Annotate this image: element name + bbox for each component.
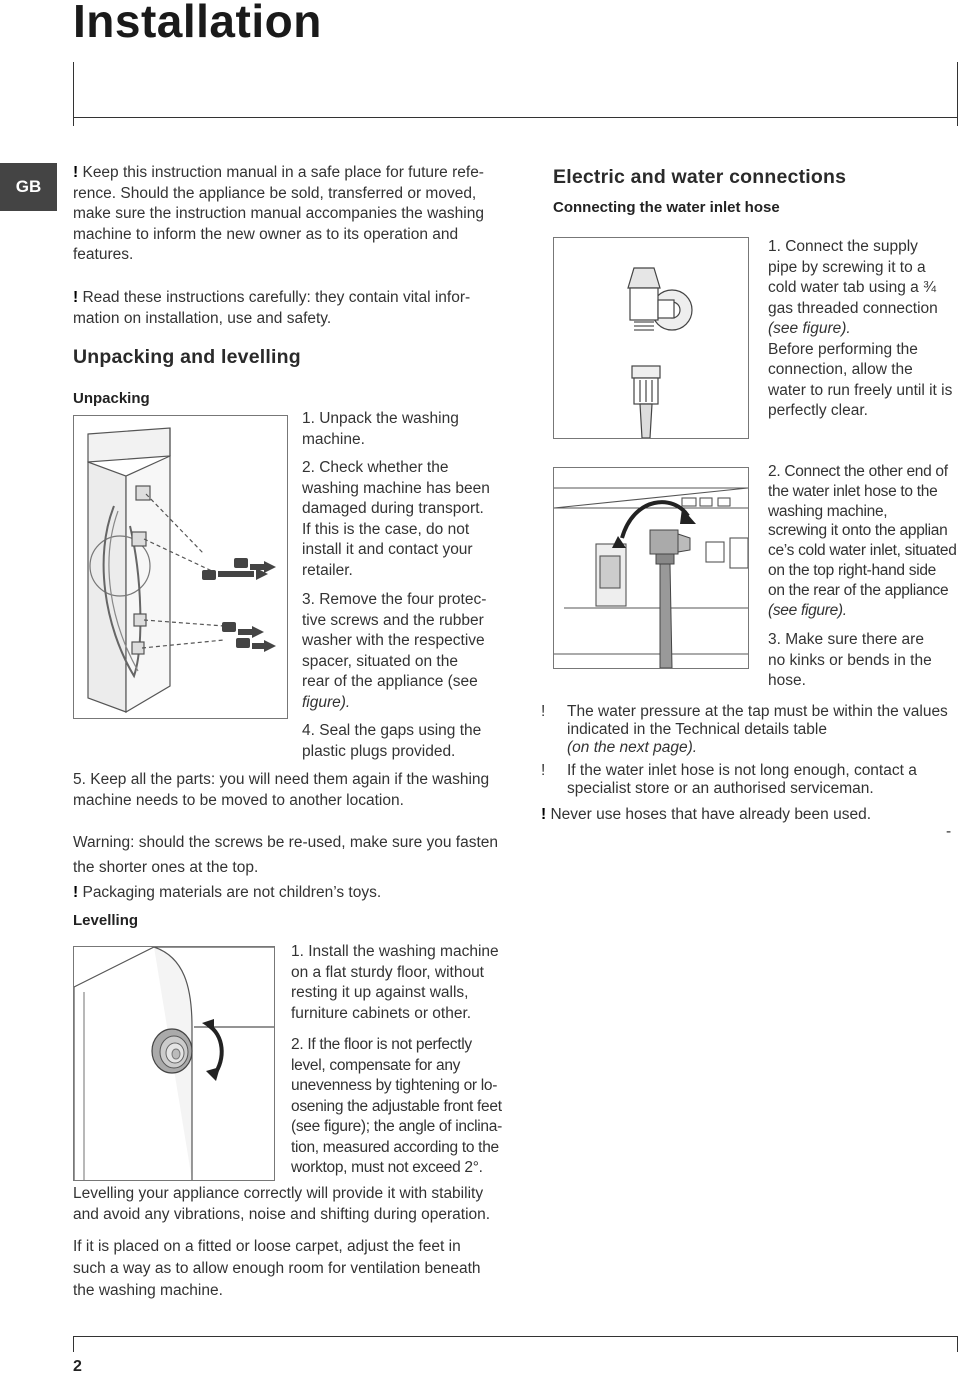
- footer-right-tick: [957, 1336, 958, 1352]
- footer-left-tick: [73, 1336, 74, 1352]
- unpacking-step-1: 1. Unpack the washing machine.: [302, 410, 459, 448]
- figure-unpacking-rear-screws: [73, 415, 288, 719]
- header-bottom-rule: [73, 117, 957, 118]
- exclamation-icon: !: [541, 703, 546, 720]
- note-keep-manual: ! Keep this instruction manual in a safe place for future refe- rence. Should the appliance be sold, transferred or moved, make sure the instruction manual accompanies the washing machine to inform the new owner as to its operation and features.: [73, 164, 484, 263]
- exclamation-icon: !: [73, 164, 79, 181]
- section-title-unpacking-levelling: Unpacking and levelling: [73, 346, 301, 368]
- levelling-step-2: 2. If the floor is not perfectly level, compensate for any unevenness by tightening or lo- osening the adjustable front feet (see figure); the angle of inclina- tion, measured according to the worktop, must not exceed 2°.: [291, 1036, 502, 1176]
- unpacking-step-3: 3. Remove the four protec- tive screws and the rubber washer with the respective spacer, situated on the rear of the appliance (see figure).: [302, 591, 487, 711]
- warning-water-pressure: The water pressure at the tap must be within the values indicated in the Technical details table (on the next page).: [567, 703, 948, 756]
- packaging-note: ! Packaging materials are not children’s toys.: [73, 884, 382, 901]
- exclamation-icon: !: [541, 806, 547, 823]
- language-tab: GB: [0, 163, 57, 211]
- heading-unpacking: Unpacking: [73, 390, 150, 407]
- unpacking-warning: Warning: should the screws be re-used, make sure you fasten the shorter ones at the top.: [73, 834, 499, 876]
- section-title-electric-water: Electric and water connections: [553, 166, 847, 188]
- exclamation-icon: !: [541, 762, 546, 779]
- unpacking-step-5: 5. Keep all the parts: you will need them again if the washing machine needs to be moved to another location.: [73, 771, 490, 809]
- unpacking-step-2: 2. Check whether the washing machine has been damaged during transport. If this is the case, do not install it and contact your retailer.: [302, 459, 490, 579]
- levelling-paragraph-carpet: If it is placed on a fitted or loose carpet, adjust the feet in such a way as to allow enough room for ventilation beneath the washing machine.: [73, 1238, 481, 1299]
- levelling-step-1: 1. Install the washing machine on a flat sturdy floor, without resting it up against walls, furniture cabinets or other.: [291, 943, 499, 1022]
- unpacking-step-4: 4. Seal the gaps using the plastic plugs provided.: [302, 722, 482, 760]
- heading-water-inlet-hose: Connecting the water inlet hose: [553, 199, 780, 216]
- warning-used-hoses: ! Never use hoses that have already been used.: [541, 806, 872, 823]
- footer-rule: [73, 1336, 957, 1337]
- warning-hose-length: If the water inlet hose is not long enough, contact a specialist store or an authorised serviceman.: [567, 762, 917, 797]
- water-step-3: 3. Make sure there are no kinks or bends in the hose.: [768, 631, 932, 689]
- page-title: Installation: [73, 0, 322, 47]
- levelling-paragraph-stability: Levelling your appliance correctly will provide it with stability and avoid any vibrations, noise and shifting during operation.: [73, 1185, 491, 1223]
- exclamation-icon: !: [73, 884, 79, 901]
- figure-water-tap-connection: [553, 237, 749, 439]
- water-step-2: 2. Connect the other end of the water inlet hose to the washing machine, screwing it onto the applian ce’s cold water inlet, situated on the top right-hand side on the rear of the appliance (see figure).: [768, 463, 957, 619]
- header-right-rule: [957, 62, 958, 126]
- water-step-1: 1. Connect the supply pipe by screwing it to a cold water tab using a ¾ gas threaded connection (see figure). Before performing the connection, allow the water to run freely until it is perfectly clear.: [768, 238, 953, 419]
- figure-appliance-water-inlet: [553, 467, 749, 669]
- note-read-instructions: ! Read these instructions carefully: they contain vital infor- mation on installation, use and safety.: [73, 289, 471, 327]
- dash-mark: -: [946, 823, 952, 840]
- heading-levelling: Levelling: [73, 912, 139, 929]
- page-number: 2: [73, 1358, 82, 1375]
- exclamation-icon: !: [73, 289, 79, 306]
- figure-levelling-feet: [73, 946, 275, 1181]
